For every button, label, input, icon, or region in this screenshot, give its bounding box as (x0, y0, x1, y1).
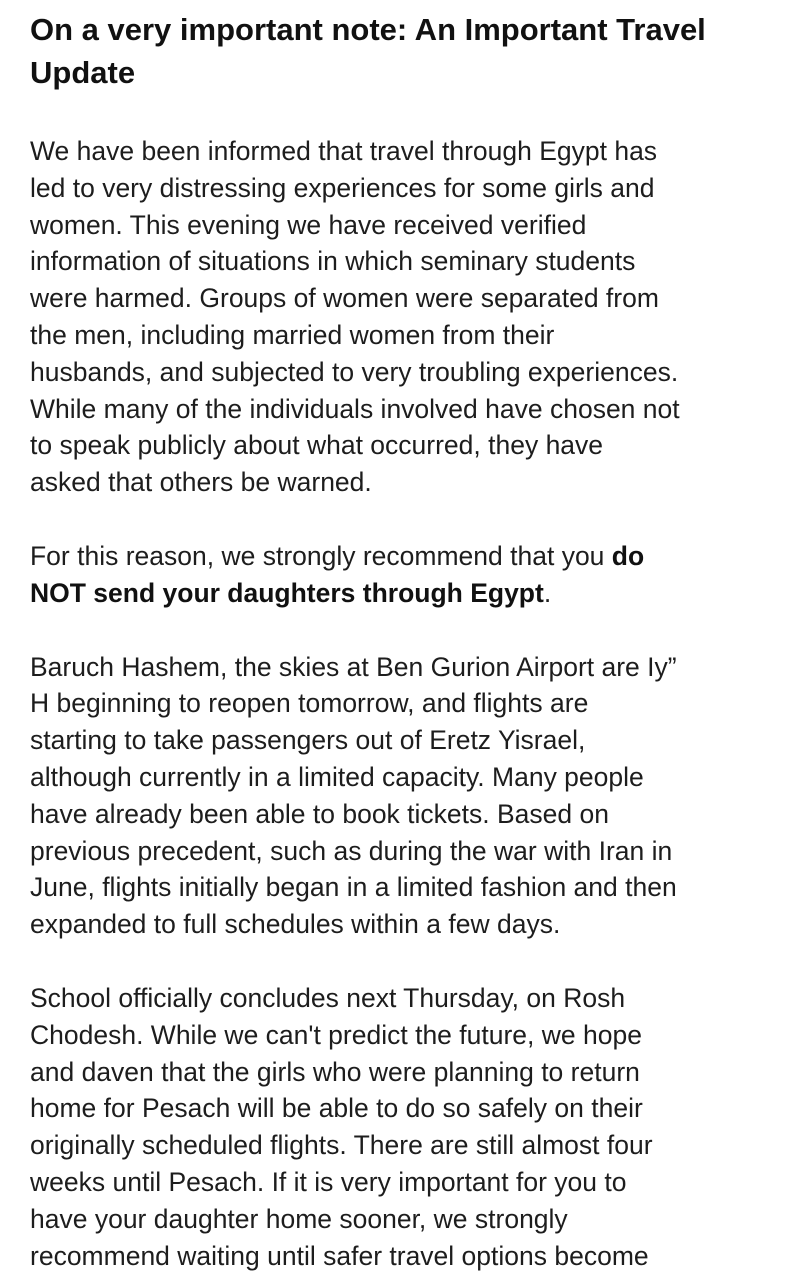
sentence-end: . (543, 577, 552, 608)
document-body (30, 8, 775, 1274)
text-line: Chodesh. While we can't predict the future, we hope (30, 1019, 642, 1050)
text-line: women. This evening we have received verified (30, 209, 587, 240)
paragraph-school-schedule (30, 980, 775, 1274)
recommendation-text: For this reason, we strongly recommend that you (30, 540, 612, 571)
title-line: Update (30, 55, 136, 90)
text-line: have your daughter home sooner, we strongly (30, 1203, 568, 1234)
text-line: the men, including married women from their (30, 319, 555, 350)
text-line (30, 538, 775, 575)
text-line: School officially concludes next Thursday, on Rosh (30, 982, 626, 1013)
text-line: have already been able to book tickets. Based on (30, 798, 609, 829)
emphasis-text: do (611, 540, 645, 571)
text-line: and daven that the girls who were planning to return (30, 1056, 640, 1087)
text-line: led to very distressing experiences for some girls and (30, 172, 655, 203)
text-line: originally scheduled flights. There are still almost four (30, 1130, 653, 1161)
text-line: expanded to full schedules within a few days. (30, 909, 561, 940)
text-line: recommend waiting until safer travel options become (30, 1240, 649, 1271)
text-line: although currently in a limited capacity. Many people (30, 761, 644, 792)
emphasis-text: NOT send your daughters through Egypt (30, 577, 544, 608)
text-line: Baruch Hashem, the skies at Ben Gurion Airport are Iy” (30, 651, 677, 682)
text-line: to speak publicly about what occurred, they have (30, 430, 604, 461)
text-line: asked that others be warned. (30, 467, 372, 498)
text-line: were harmed. Groups of women were separated from (30, 283, 659, 314)
text-line: starting to take passengers out of Eretz Yisrael, (30, 725, 586, 756)
text-line: June, flights initially began in a limited fashion and then (30, 872, 677, 903)
text-line: weeks until Pesach. If it is very important for you to (30, 1166, 627, 1197)
document-title (30, 8, 770, 94)
text-line: previous precedent, such as during the war with Iran in (30, 835, 673, 866)
paragraph-recommendation (30, 538, 775, 612)
text-line: We have been informed that travel through Egypt has (30, 136, 658, 166)
title-line: On a very important note: An Important Travel (30, 12, 706, 47)
text-line: H beginning to reopen tomorrow, and flights are (30, 688, 589, 719)
paragraph-egypt-warning (30, 133, 775, 501)
text-line: husbands, and subjected to very troubling experiences. (30, 356, 679, 387)
paragraph-airport-update (30, 649, 775, 943)
text-line: home for Pesach will be able to do so safely on their (30, 1093, 643, 1124)
text-line (30, 575, 775, 612)
text-line: information of situations in which seminary students (30, 246, 636, 277)
text-line: While many of the individuals involved have chosen not (30, 393, 680, 424)
